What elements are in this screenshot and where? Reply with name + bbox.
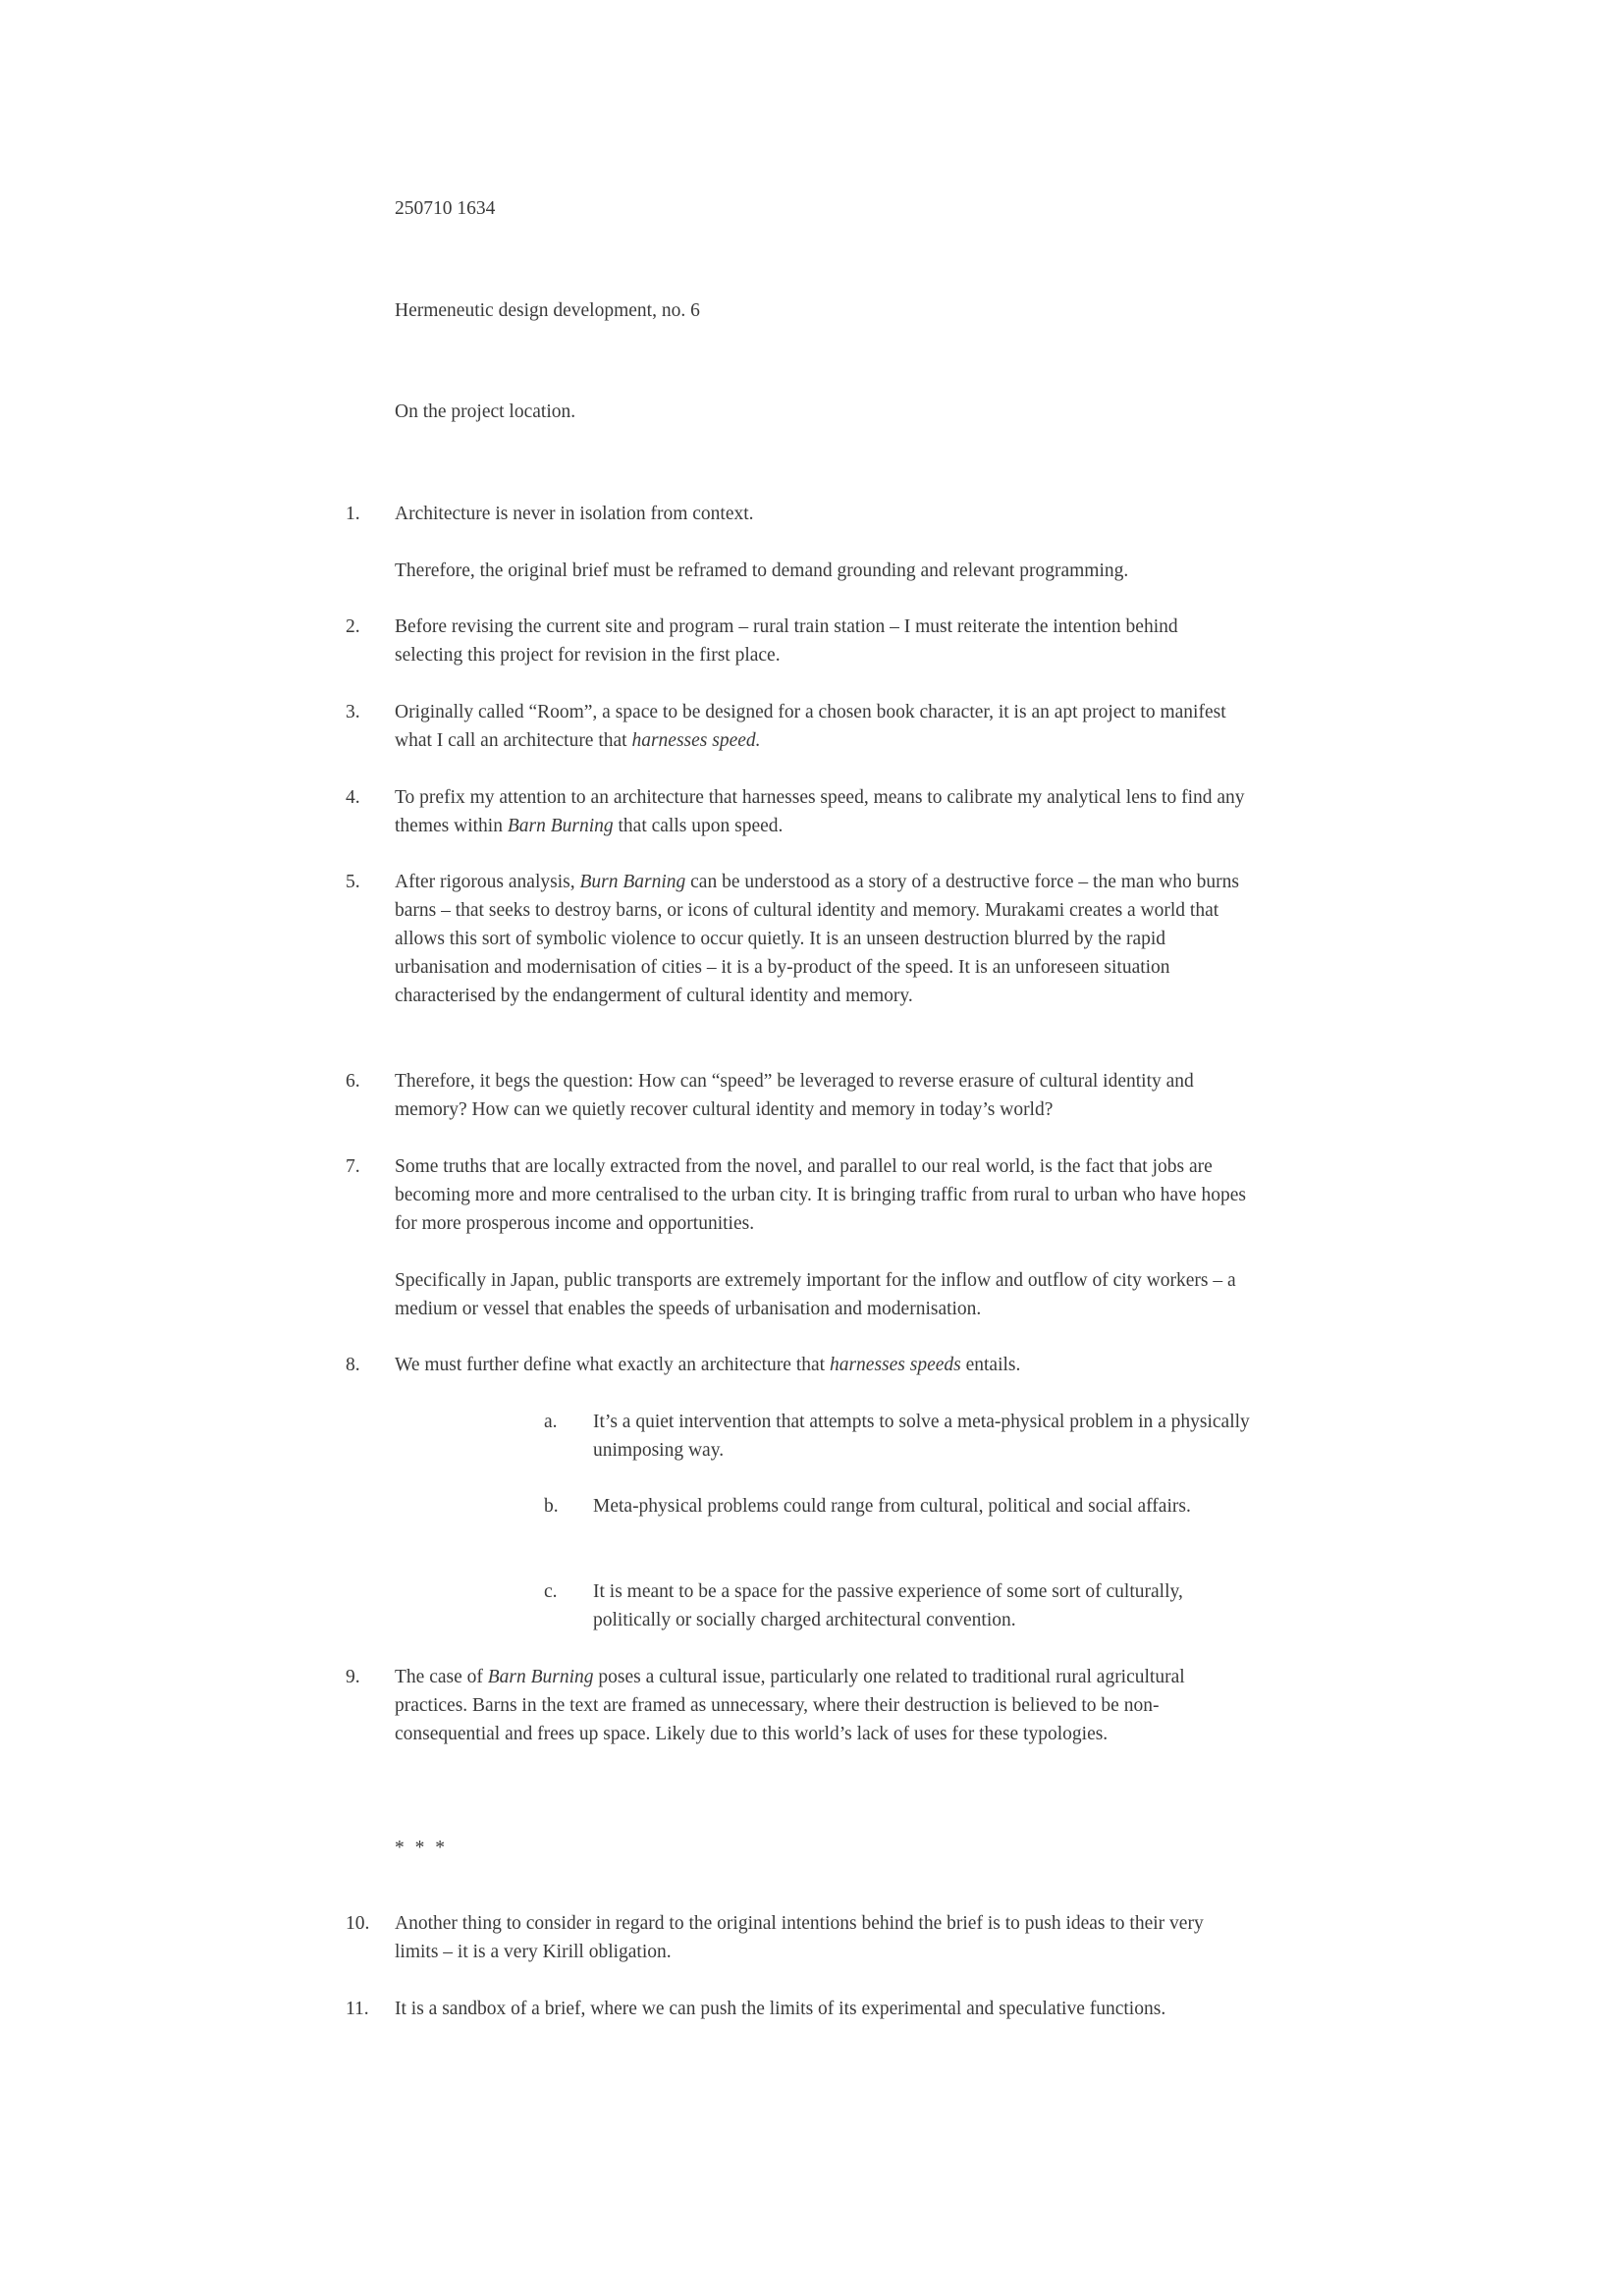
item-text: Some truths that are locally extracted from the novel, and parallel to our real world, is the fact that jobs are becoming more and more centralised to the urban city. It is bringing traffic from rural to urban who have hopes for more prosperous income and opportunities.	[395, 1156, 1246, 1234]
item-text: Originally called “Room”, a space to be designed for a chosen book character, it is an apt project to manifest what I call an architecture that harnesses speed.	[395, 702, 1226, 751]
item-number: 7.	[346, 1156, 360, 1177]
section-separator: * * *	[395, 1838, 448, 1858]
item-number: 1.	[346, 504, 360, 524]
list-item	[346, 783, 1249, 840]
item-number: 9.	[346, 1667, 360, 1687]
list-item	[346, 1995, 1249, 2023]
list-item	[346, 1152, 1249, 1323]
list-item	[346, 1351, 1249, 1379]
sub-item-letter: a.	[544, 1412, 558, 1432]
list-item	[346, 613, 1249, 669]
item-number: 2.	[346, 616, 360, 637]
sub-list-item	[544, 1577, 1251, 1634]
item-number: 11.	[346, 1999, 369, 2019]
sub-item-letter: c.	[544, 1581, 558, 1602]
item-emphasis: Burn Barning	[579, 872, 686, 892]
list-item	[346, 1909, 1249, 1966]
item-number: 6.	[346, 1071, 360, 1092]
sub-list-item	[544, 1408, 1251, 1465]
item-number: 3.	[346, 702, 360, 722]
item-text: Therefore, the original brief must be reframed to demand grounding and relevant programming.	[395, 561, 1129, 581]
item-text: After rigorous analysis, Burn Barning can be understood as a story of a destructive force – the man who burns barns – that seeks to destroy barns, or icons of cultural identity and memory. Murakami creates a world that allows this sort of symbolic violence to occur quietly. It is an unseen destruction blurred by the rapid urbanisation and modernisation of cities – it is a by-product of the speed. It is an unforeseen situation characterised by the endangerment of cultural identity and memory.	[395, 872, 1239, 1006]
item-text: To prefix my attention to an architecture that harnesses speed, means to calibrate my analytical lens to find any themes within Barn Burning that calls upon speed.	[395, 787, 1245, 836]
sub-item-text: Meta-physical problems could range from cultural, political and social affairs.	[593, 1496, 1191, 1517]
item-number: 4.	[346, 787, 360, 808]
item-text: Architecture is never in isolation from context.	[395, 504, 754, 524]
item-emphasis: harnesses speed.	[631, 730, 761, 751]
list-item	[346, 868, 1249, 1010]
item-number: 5.	[346, 872, 360, 892]
document-title: Hermeneutic design development, no. 6	[395, 300, 700, 321]
item-text: The case of Barn Burning poses a cultural issue, particularly one related to traditional rural agricultural practices. Barns in the text are framed as unnecessary, where their destruction is believed to be non-consequential and frees up space. Likely due to this world’s lack of uses for these typologies.	[395, 1667, 1185, 1744]
list-item	[346, 500, 1249, 585]
list-item	[346, 698, 1249, 755]
list-item	[346, 1663, 1249, 1748]
item-text: It is a sandbox of a brief, where we can push the limits of its experimental and speculative functions.	[395, 1999, 1166, 2019]
sub-item-text: It is meant to be a space for the passive experience of some sort of culturally, politically or socially charged architectural convention.	[593, 1581, 1183, 1630]
item-text: Therefore, it begs the question: How can “speed” be leveraged to reverse erasure of cultural identity and memory? How can we quietly recover cultural identity and memory in today’s world?	[395, 1071, 1194, 1120]
sub-item-text: It’s a quiet intervention that attempts to solve a meta-physical problem in a physically unimposing way.	[593, 1412, 1250, 1461]
sub-list-item	[544, 1492, 1251, 1521]
list-item	[346, 1067, 1249, 1124]
item-number: 10.	[346, 1913, 370, 1934]
item-emphasis: Barn Burning	[507, 816, 614, 836]
item-emphasis: Barn Burning	[487, 1667, 594, 1687]
item-text: Before revising the current site and program – rural train station – I must reiterate the intention behind selecting this project for revision in the first place.	[395, 616, 1178, 666]
item-text: Another thing to consider in regard to the original intentions behind the brief is to push ideas to their very limits – it is a very Kirill obligation.	[395, 1913, 1204, 1962]
timestamp: 250710 1634	[395, 198, 496, 219]
item-text: We must further define what exactly an architecture that harnesses speeds entails.	[395, 1355, 1021, 1375]
sub-item-letter: b.	[544, 1496, 559, 1517]
item-number: 8.	[346, 1355, 360, 1375]
document-subtitle: On the project location.	[395, 401, 576, 422]
item-emphasis: harnesses speeds	[829, 1355, 961, 1375]
item-text: Specifically in Japan, public transports are extremely important for the inflow and outflow of city workers – a medium or vessel that enables the speeds of urbanisation and modernisation.	[395, 1270, 1236, 1319]
